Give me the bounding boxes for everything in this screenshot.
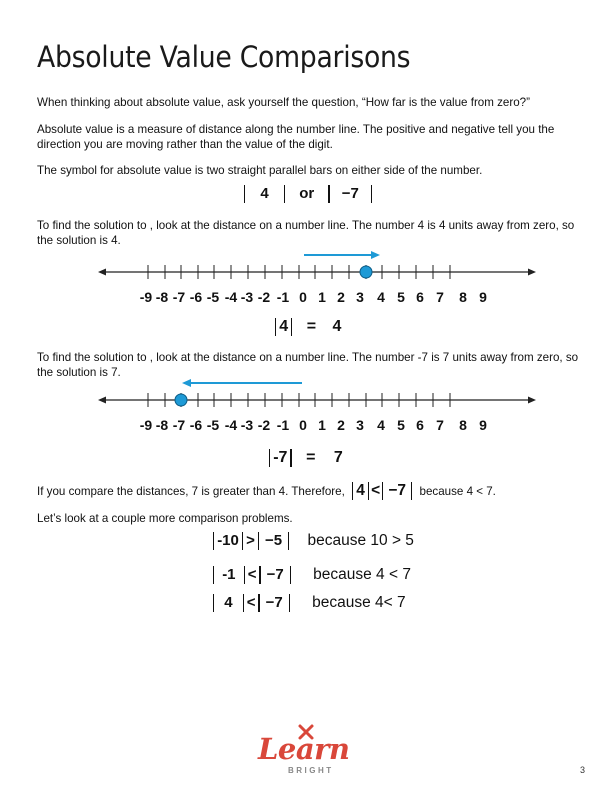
symbol-example-connector: or [299,185,315,202]
tick-label: -1 [276,289,290,305]
example1-result: 4 [332,318,342,336]
more-problems-paragraph: Let’s look at a couple more comparison problems. [37,512,293,525]
intro-question: When thinking about absolute value, ask yourself the question, “How far is the value from zero?” [37,96,530,109]
tick-label: 7 [436,417,444,433]
tick-label: 4 [377,417,385,433]
comparison-op: < [246,594,256,611]
comparison-row [213,594,406,612]
tick-label: -7 [172,289,186,305]
tick-label: 7 [436,289,444,305]
compare-inline-because: because 4 < 7. [419,485,496,499]
tick-label: 5 [397,289,405,305]
distance-arrowhead [371,251,380,259]
example1-value: 4 [279,318,289,336]
comparison-row [213,566,411,584]
page-title: Absolute Value Comparisons [37,40,411,74]
comparison-row [213,532,414,550]
tick-label: -2 [257,289,271,305]
tick-label: -1 [276,417,290,433]
number-line-1 [0,248,612,308]
axis-arrow-left [98,397,106,404]
symbol-example [244,185,372,203]
comparison-because: because 4< 7 [312,594,406,611]
compare-inline-left: 4 [356,482,365,500]
tick-label: -4 [224,417,238,433]
comparison-left: -10 [217,532,239,549]
tick-label: 4 [377,289,385,305]
number-line-1-group [98,251,536,305]
tick-label: -6 [189,289,203,305]
axis-arrow-left [98,269,106,276]
comparison-right: −7 [266,566,284,583]
tick-label: 3 [356,417,364,433]
comparison-op: < [247,566,257,583]
symbol-example-right: −7 [341,185,359,202]
tick-label: -8 [155,289,169,305]
example1-equation [275,318,341,336]
tick-label: -3 [240,417,254,433]
marked-point [175,394,187,406]
tick-label: -5 [206,289,220,305]
tick-label: -6 [189,417,203,433]
tick-label: 0 [299,289,307,305]
example2-equation [269,449,343,467]
comparison-left: 4 [224,594,233,611]
tick-label: -5 [206,417,220,433]
comparison-because: because 4 < 7 [313,566,411,583]
tick-label: 1 [318,289,326,305]
comparison-right: −5 [265,532,283,549]
tick-label: 3 [356,289,364,305]
number-line-2-group [98,379,536,433]
tick-label: 0 [299,417,307,433]
tick-label: 8 [459,289,467,305]
tick-label: 6 [416,289,424,305]
comparison-right: −7 [265,594,283,611]
tick-label: 8 [459,417,467,433]
example2-result: 7 [333,449,343,467]
tick-label: -8 [155,417,169,433]
definition-paragraph: Absolute value is a measure of distance along the number line. The positive and negative tell you the direction you are moving rather than the value of the digit. [37,123,555,151]
distance-arrowhead [182,379,191,387]
marked-point [360,266,372,278]
learn-bright-logo [256,720,356,780]
example1-equals: = [306,318,317,336]
logo-word: Learn [258,732,350,766]
tick-label: -2 [257,417,271,433]
tick-label: 9 [479,417,487,433]
compare-sentence [37,482,496,500]
compare-inline-right: −7 [388,482,407,500]
tick-label: 5 [397,417,405,433]
logo-sub: BRIGHT [288,766,334,775]
comparison-op: > [246,532,255,549]
axis-arrow-right [528,397,536,404]
number-line-2 [0,376,612,436]
example1-paragraph: To find the solution to , look at the distance on a number line. The number 4 is 4 units away from zero, so the solution is 4. [37,219,575,247]
example2-paragraph: To find the solution to , look at the distance on a number line. The number -7 is 7 units away from zero, so the solution is 7. [37,351,579,379]
tick-label: -3 [240,289,254,305]
comparison-left: -1 [222,566,236,583]
compare-inline-op: < [371,482,381,500]
tick-label: -4 [224,289,238,305]
tick-label: 2 [337,417,345,433]
tick-label: 9 [479,289,487,305]
comparison-because: because 10 > 5 [307,532,414,549]
tick-label: 2 [337,289,345,305]
example2-equals: = [306,449,316,467]
example2-value: -7 [273,449,288,467]
tick-label: -7 [172,417,186,433]
tick-label: -9 [139,417,153,433]
tick-label: -9 [139,289,153,305]
axis-arrow-right [528,269,536,276]
compare-sentence-text: If you compare the distances, 7 is greater than 4. Therefore, [37,485,345,499]
tick-label: 1 [318,417,326,433]
symbol-example-left: 4 [260,185,269,202]
page-number: 3 [579,765,585,775]
compare-inline-expression [352,482,416,499]
tick-label: 6 [416,417,424,433]
symbol-paragraph: The symbol for absolute value is two straight parallel bars on either side of the number. [37,164,483,177]
